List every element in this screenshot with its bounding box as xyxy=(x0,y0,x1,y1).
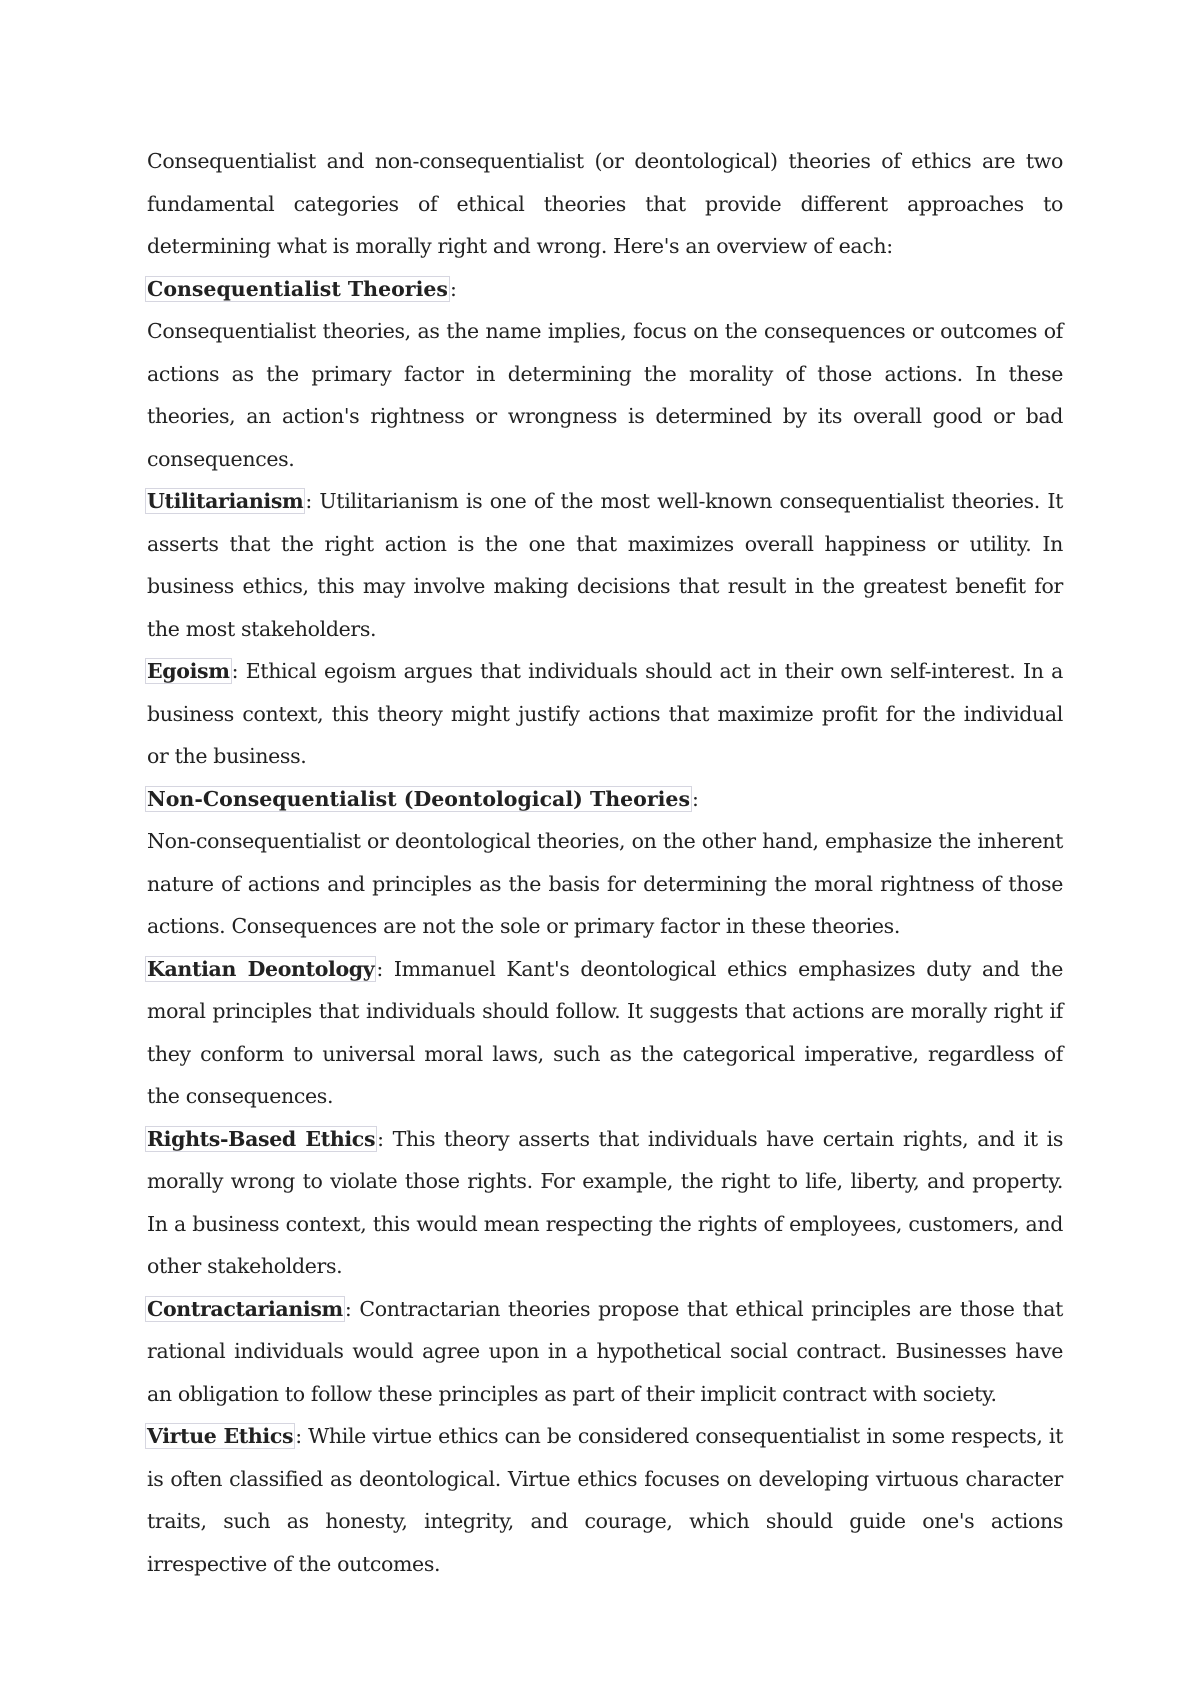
rights-based-ethics-term: Rights-Based Ethics xyxy=(147,1126,376,1151)
intro-paragraph: Consequentialist and non-consequentialist (or deontological) theories of ethics are two fundamental categories of ethical theories that provide different approaches to determining what is morally right and wrong. Here's an overview of each: xyxy=(147,149,1063,258)
egoism-paragraph xyxy=(147,650,1063,778)
heading-colon: : xyxy=(692,786,699,811)
consequentialist-heading: Consequentialist Theories xyxy=(147,276,448,301)
non-consequentialist-description: Non-consequentialist or deontological theories, on the other hand, emphasize the inherent nature of actions and principles as the basis for determining the moral rightness of those actions. Consequences are not the sole or primary factor in these theories. xyxy=(147,829,1063,938)
egoism-term: Egoism xyxy=(147,659,230,683)
utilitarianism-term: Utilitarianism xyxy=(147,489,304,513)
consequentialist-heading-line xyxy=(147,268,1063,311)
non-consequentialist-heading: Non-Consequentialist (Deontological) Theories xyxy=(147,786,691,811)
non-consequentialist-heading-line xyxy=(147,778,1063,821)
consequentialist-description: Consequentialist theories, as the name implies, focus on the consequences or outcomes of actions as the primary factor in determining the morality of those actions. In these theories, an action's rightness or wrongness is determined by its overall good or bad consequences. xyxy=(147,319,1063,471)
kantian-deontology-term: Kantian Deontology xyxy=(147,956,375,981)
heading-colon: : xyxy=(449,276,457,301)
utilitarianism-paragraph xyxy=(147,480,1063,650)
utilitarianism-text: : Utilitarianism is one of the most well-known consequentialist theories. It asserts that the right action is the one that maximizes overall happiness or utility. In business ethics, this may involve making decisions that result in the greatest benefit for the most stakeholders. xyxy=(147,489,1063,641)
contractarianism-term: Contractarianism xyxy=(147,1296,343,1321)
contractarianism-paragraph xyxy=(147,1288,1063,1416)
kantian-deontology-text: : Immanuel Kant's deontological ethics emphasizes duty and the moral principles that individuals should follow. It suggests that actions are morally right if they conform to universal moral laws, such as the categorical imperative, regardless of the consequences. xyxy=(147,956,1063,1108)
virtue-ethics-term: Virtue Ethics xyxy=(147,1424,294,1448)
virtue-ethics-paragraph xyxy=(147,1415,1063,1585)
egoism-text: : Ethical egoism argues that individuals should act in their own self-interest. In a business context, this theory might justify actions that maximize profit for the individual or the business. xyxy=(147,659,1063,768)
document-page xyxy=(147,140,1063,1585)
virtue-ethics-text: : While virtue ethics can be considered consequentialist in some respects, it is often classified as deontological. Virtue ethics focuses on developing virtuous character traits, such as honesty, integrity, and courage, which should guide one's actions irrespective of the outcomes. xyxy=(147,1424,1063,1576)
rights-based-ethics-text: : This theory asserts that individuals have certain rights, and it is morally wrong to violate those rights. For example, the right to life, liberty, and property. In a business context, this would mean respecting the rights of employees, customers, and other stakeholders. xyxy=(147,1126,1063,1278)
rights-based-ethics-paragraph xyxy=(147,1118,1063,1288)
contractarianism-text: : Contractarian theories propose that ethical principles are those that rational individuals would agree upon in a hypothetical social contract. Businesses have an obligation to follow these principles as part of their implicit contract with society. xyxy=(147,1296,1063,1406)
kantian-deontology-paragraph xyxy=(147,948,1063,1118)
